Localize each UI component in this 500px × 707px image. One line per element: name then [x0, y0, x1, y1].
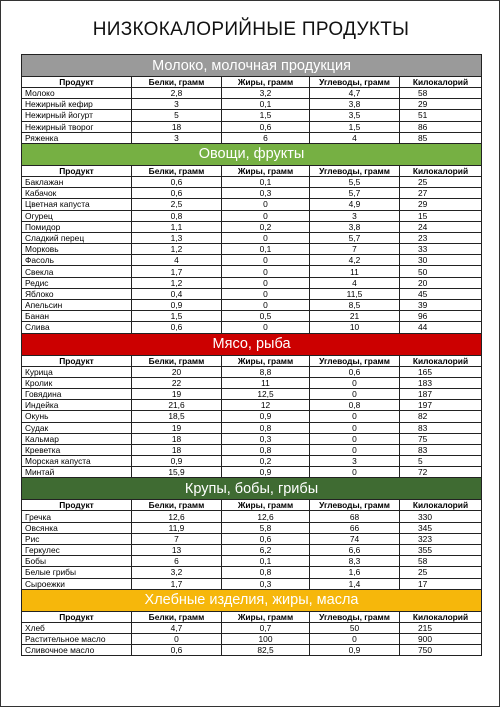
product-name: Апельсин — [22, 300, 132, 311]
column-header: Жиры, грамм — [222, 77, 310, 88]
column-header: Белки, грамм — [132, 165, 222, 176]
product-name: Сладкий перец — [22, 232, 132, 243]
section-title: Крупы, бобы, грибы — [22, 478, 482, 500]
table-cell: 5,8 — [222, 522, 310, 533]
table-cell: 66 — [310, 522, 400, 533]
table-cell: 1,2 — [132, 277, 222, 288]
table-cell: 0,8 — [222, 567, 310, 578]
table-cell: 355 — [400, 545, 482, 556]
table-cell: 6 — [222, 132, 310, 143]
table-row — [22, 110, 482, 121]
table-cell: 0 — [310, 633, 400, 644]
column-header-row — [22, 355, 482, 366]
table-cell: 96 — [400, 311, 482, 322]
table-cell: 15 — [400, 210, 482, 221]
table-cell: 11 — [310, 266, 400, 277]
section-title: Овощи, фрукты — [22, 143, 482, 165]
table-cell: 25 — [400, 176, 482, 187]
column-header: Продукт — [22, 500, 132, 511]
table-cell: 0,2 — [222, 221, 310, 232]
table-cell: 5 — [132, 110, 222, 121]
table-row — [22, 388, 482, 399]
table-cell: 3,8 — [310, 99, 400, 110]
table-cell: 7 — [310, 244, 400, 255]
table-cell: 72 — [400, 467, 482, 478]
table-cell: 1,1 — [132, 221, 222, 232]
table-cell: 4,2 — [310, 255, 400, 266]
column-header: Килокалорий — [400, 500, 482, 511]
table-cell: 1,7 — [132, 578, 222, 589]
table-cell: 215 — [400, 622, 482, 633]
table-cell: 8,8 — [222, 366, 310, 377]
product-name: Баклажан — [22, 176, 132, 187]
table-cell: 0,7 — [222, 622, 310, 633]
table-cell: 5,5 — [310, 176, 400, 187]
table-cell: 13 — [132, 545, 222, 556]
table-row — [22, 188, 482, 199]
column-header-row — [22, 611, 482, 622]
table-cell: 10 — [310, 322, 400, 333]
table-cell: 0 — [222, 322, 310, 333]
table-cell: 0,6 — [132, 322, 222, 333]
table-cell: 0 — [310, 377, 400, 388]
table-row — [22, 244, 482, 255]
table-cell: 3,2 — [222, 88, 310, 99]
table-cell: 11,9 — [132, 522, 222, 533]
table-cell: 100 — [222, 633, 310, 644]
table-cell: 18 — [132, 433, 222, 444]
table-row — [22, 322, 482, 333]
table-cell: 4,7 — [310, 88, 400, 99]
table-cell: 2,8 — [132, 88, 222, 99]
product-name: Кальмар — [22, 433, 132, 444]
table-row — [22, 622, 482, 633]
table-cell: 0,6 — [222, 533, 310, 544]
product-name: Ряженка — [22, 132, 132, 143]
table-cell: 83 — [400, 422, 482, 433]
product-name: Нежирный йогурт — [22, 110, 132, 121]
product-name: Курица — [22, 366, 132, 377]
table-cell: 20 — [400, 277, 482, 288]
table-cell: 18,5 — [132, 411, 222, 422]
table-cell: 0 — [222, 266, 310, 277]
table-cell: 51 — [400, 110, 482, 121]
table-cell: 7 — [132, 533, 222, 544]
table-cell: 0 — [310, 467, 400, 478]
table-cell: 0 — [222, 288, 310, 299]
table-cell: 0,1 — [222, 99, 310, 110]
product-name: Бобы — [22, 556, 132, 567]
table-cell: 30 — [400, 255, 482, 266]
product-name: Свекла — [22, 266, 132, 277]
table-cell: 0,6 — [132, 176, 222, 187]
column-header: Килокалорий — [400, 611, 482, 622]
nutrition-table — [21, 54, 482, 656]
table-row — [22, 277, 482, 288]
table-cell: 18 — [132, 121, 222, 132]
column-header: Килокалорий — [400, 165, 482, 176]
table-row — [22, 221, 482, 232]
section-header — [22, 478, 482, 500]
table-row — [22, 377, 482, 388]
table-row — [22, 522, 482, 533]
product-name: Индейка — [22, 400, 132, 411]
table-row — [22, 300, 482, 311]
table-cell: 24 — [400, 221, 482, 232]
table-cell: 33 — [400, 244, 482, 255]
product-name: Морковь — [22, 244, 132, 255]
table-cell: 27 — [400, 188, 482, 199]
table-cell: 4 — [310, 132, 400, 143]
table-cell: 0 — [310, 444, 400, 455]
product-name: Редис — [22, 277, 132, 288]
table-cell: 0 — [310, 433, 400, 444]
product-name: Говядина — [22, 388, 132, 399]
table-cell: 1,5 — [222, 110, 310, 121]
table-cell: 0,6 — [222, 121, 310, 132]
table-row — [22, 311, 482, 322]
table-cell: 0,9 — [222, 411, 310, 422]
table-cell: 1,4 — [310, 578, 400, 589]
table-cell: 0,6 — [310, 366, 400, 377]
table-cell: 19 — [132, 422, 222, 433]
table-cell: 4,7 — [132, 622, 222, 633]
table-cell: 4 — [132, 255, 222, 266]
table-row — [22, 633, 482, 644]
table-cell: 74 — [310, 533, 400, 544]
table-row — [22, 511, 482, 522]
table-row — [22, 199, 482, 210]
table-row — [22, 456, 482, 467]
table-cell: 197 — [400, 400, 482, 411]
table-cell: 12,5 — [222, 388, 310, 399]
table-cell: 39 — [400, 300, 482, 311]
table-row — [22, 210, 482, 221]
column-header: Продукт — [22, 355, 132, 366]
product-name: Овсянка — [22, 522, 132, 533]
table-cell: 0,1 — [222, 176, 310, 187]
table-cell: 12,6 — [222, 511, 310, 522]
table-cell: 3,5 — [310, 110, 400, 121]
table-cell: 18 — [132, 444, 222, 455]
column-header: Продукт — [22, 611, 132, 622]
product-name: Помидор — [22, 221, 132, 232]
table-row — [22, 132, 482, 143]
table-cell: 3,8 — [310, 221, 400, 232]
table-cell: 12 — [222, 400, 310, 411]
section-title: Молоко, молочная продукция — [22, 55, 482, 77]
table-cell: 187 — [400, 388, 482, 399]
section-title: Хлебные изделия, жиры, масла — [22, 589, 482, 611]
table-cell: 86 — [400, 121, 482, 132]
page-title: НИЗКОКАЛОРИЙНЫЕ ПРОДУКТЫ — [92, 19, 410, 40]
product-name: Рис — [22, 533, 132, 544]
column-header: Углеводы, грамм — [310, 355, 400, 366]
table-cell: 21,6 — [132, 400, 222, 411]
table-cell: 8,5 — [310, 300, 400, 311]
table-cell: 29 — [400, 99, 482, 110]
product-name: Цветная капуста — [22, 199, 132, 210]
column-header: Углеводы, грамм — [310, 611, 400, 622]
table-cell: 0,8 — [132, 210, 222, 221]
product-name: Окунь — [22, 411, 132, 422]
table-row — [22, 545, 482, 556]
product-name: Огурец — [22, 210, 132, 221]
table-row — [22, 578, 482, 589]
nutrition-tables — [21, 54, 481, 656]
table-row — [22, 88, 482, 99]
table-cell: 0,8 — [222, 444, 310, 455]
table-cell: 8,3 — [310, 556, 400, 567]
table-cell: 0,9 — [222, 467, 310, 478]
table-cell: 0 — [222, 232, 310, 243]
table-row — [22, 288, 482, 299]
table-cell: 23 — [400, 232, 482, 243]
table-row — [22, 433, 482, 444]
table-cell: 2,5 — [132, 199, 222, 210]
column-header-row — [22, 165, 482, 176]
product-name: Сливочное масло — [22, 645, 132, 656]
table-row — [22, 567, 482, 578]
table-cell: 0,6 — [132, 188, 222, 199]
table-cell: 11 — [222, 377, 310, 388]
product-name: Слива — [22, 322, 132, 333]
table-cell: 85 — [400, 132, 482, 143]
table-cell: 0,6 — [132, 645, 222, 656]
table-cell: 20 — [132, 366, 222, 377]
table-row — [22, 556, 482, 567]
table-cell: 0,4 — [132, 288, 222, 299]
table-cell: 0,8 — [310, 400, 400, 411]
column-header-row — [22, 500, 482, 511]
table-cell: 1,2 — [132, 244, 222, 255]
table-cell: 6,6 — [310, 545, 400, 556]
table-cell: 44 — [400, 322, 482, 333]
table-cell: 5,7 — [310, 188, 400, 199]
table-cell: 0 — [310, 411, 400, 422]
column-header: Жиры, грамм — [222, 165, 310, 176]
section-header — [22, 55, 482, 77]
table-cell: 0 — [132, 633, 222, 644]
product-name: Фасоль — [22, 255, 132, 266]
column-header: Жиры, грамм — [222, 500, 310, 511]
column-header: Белки, грамм — [132, 77, 222, 88]
table-row — [22, 400, 482, 411]
product-name: Яблоко — [22, 288, 132, 299]
column-header: Килокалорий — [400, 77, 482, 88]
table-cell: 1,6 — [310, 567, 400, 578]
column-header: Углеводы, грамм — [310, 77, 400, 88]
table-row — [22, 255, 482, 266]
table-cell: 0 — [222, 277, 310, 288]
table-row — [22, 411, 482, 422]
column-header: Килокалорий — [400, 355, 482, 366]
table-row — [22, 533, 482, 544]
table-cell: 12,6 — [132, 511, 222, 522]
table-cell: 11,5 — [310, 288, 400, 299]
table-cell: 1,5 — [310, 121, 400, 132]
table-cell: 3 — [310, 456, 400, 467]
table-cell: 0,9 — [132, 300, 222, 311]
product-name: Геркулес — [22, 545, 132, 556]
table-row — [22, 467, 482, 478]
table-cell: 50 — [400, 266, 482, 277]
table-cell: 3 — [310, 210, 400, 221]
product-name: Кабачок — [22, 188, 132, 199]
table-cell: 83 — [400, 444, 482, 455]
table-cell: 750 — [400, 645, 482, 656]
table-cell: 900 — [400, 633, 482, 644]
table-cell: 0,3 — [222, 578, 310, 589]
table-cell: 3,2 — [132, 567, 222, 578]
column-header: Углеводы, грамм — [310, 165, 400, 176]
product-name: Молоко — [22, 88, 132, 99]
product-name: Судак — [22, 422, 132, 433]
table-cell: 0 — [222, 255, 310, 266]
table-cell: 58 — [400, 88, 482, 99]
table-row — [22, 99, 482, 110]
table-cell: 6 — [132, 556, 222, 567]
section-title: Мясо, рыба — [22, 333, 482, 355]
table-cell: 75 — [400, 433, 482, 444]
table-cell: 0 — [222, 199, 310, 210]
table-cell: 0,9 — [132, 456, 222, 467]
table-row — [22, 176, 482, 187]
section-header — [22, 143, 482, 165]
table-cell: 22 — [132, 377, 222, 388]
table-cell: 25 — [400, 567, 482, 578]
table-cell: 3 — [132, 99, 222, 110]
column-header: Жиры, грамм — [222, 355, 310, 366]
table-row — [22, 366, 482, 377]
product-name: Минтай — [22, 467, 132, 478]
column-header: Белки, грамм — [132, 611, 222, 622]
column-header: Белки, грамм — [132, 500, 222, 511]
table-cell: 1,7 — [132, 266, 222, 277]
product-name: Нежирный творог — [22, 121, 132, 132]
table-cell: 0,8 — [222, 422, 310, 433]
table-cell: 50 — [310, 622, 400, 633]
table-row — [22, 645, 482, 656]
table-row — [22, 121, 482, 132]
table-cell: 19 — [132, 388, 222, 399]
table-cell: 1,5 — [132, 311, 222, 322]
table-cell: 58 — [400, 556, 482, 567]
product-name: Гречка — [22, 511, 132, 522]
table-cell: 0 — [310, 422, 400, 433]
table-cell: 6,2 — [222, 545, 310, 556]
table-cell: 0,1 — [222, 556, 310, 567]
column-header: Белки, грамм — [132, 355, 222, 366]
table-row — [22, 266, 482, 277]
table-cell: 0 — [310, 388, 400, 399]
table-cell: 4 — [310, 277, 400, 288]
table-cell: 0,3 — [222, 188, 310, 199]
table-cell: 29 — [400, 199, 482, 210]
column-header: Продукт — [22, 165, 132, 176]
table-cell: 0,2 — [222, 456, 310, 467]
table-cell: 0,1 — [222, 244, 310, 255]
table-cell: 21 — [310, 311, 400, 322]
column-header: Углеводы, грамм — [310, 500, 400, 511]
table-row — [22, 444, 482, 455]
column-header: Жиры, грамм — [222, 611, 310, 622]
table-cell: 82 — [400, 411, 482, 422]
table-cell: 15,9 — [132, 467, 222, 478]
product-name: Сыроежки — [22, 578, 132, 589]
table-cell: 0 — [222, 300, 310, 311]
table-cell: 165 — [400, 366, 482, 377]
table-cell: 0,5 — [222, 311, 310, 322]
product-name: Морская капуста — [22, 456, 132, 467]
table-cell: 330 — [400, 511, 482, 522]
column-header-row — [22, 77, 482, 88]
table-cell: 5 — [400, 456, 482, 467]
product-name: Хлеб — [22, 622, 132, 633]
table-row — [22, 232, 482, 243]
table-cell: 0 — [222, 210, 310, 221]
table-cell: 323 — [400, 533, 482, 544]
table-cell: 68 — [310, 511, 400, 522]
product-name: Банан — [22, 311, 132, 322]
table-cell: 5,7 — [310, 232, 400, 243]
table-cell: 0,9 — [310, 645, 400, 656]
section-header — [22, 333, 482, 355]
table-cell: 1,3 — [132, 232, 222, 243]
table-cell: 183 — [400, 377, 482, 388]
product-name: Нежирный кефир — [22, 99, 132, 110]
product-name: Кролик — [22, 377, 132, 388]
table-cell: 82,5 — [222, 645, 310, 656]
table-cell: 0,3 — [222, 433, 310, 444]
table-cell: 345 — [400, 522, 482, 533]
section-header — [22, 589, 482, 611]
table-cell: 45 — [400, 288, 482, 299]
table-row — [22, 422, 482, 433]
product-name: Белые грибы — [22, 567, 132, 578]
table-cell: 3 — [132, 132, 222, 143]
table-cell: 17 — [400, 578, 482, 589]
product-name: Креветка — [22, 444, 132, 455]
product-name: Растительное масло — [22, 633, 132, 644]
column-header: Продукт — [22, 77, 132, 88]
table-cell: 4,9 — [310, 199, 400, 210]
